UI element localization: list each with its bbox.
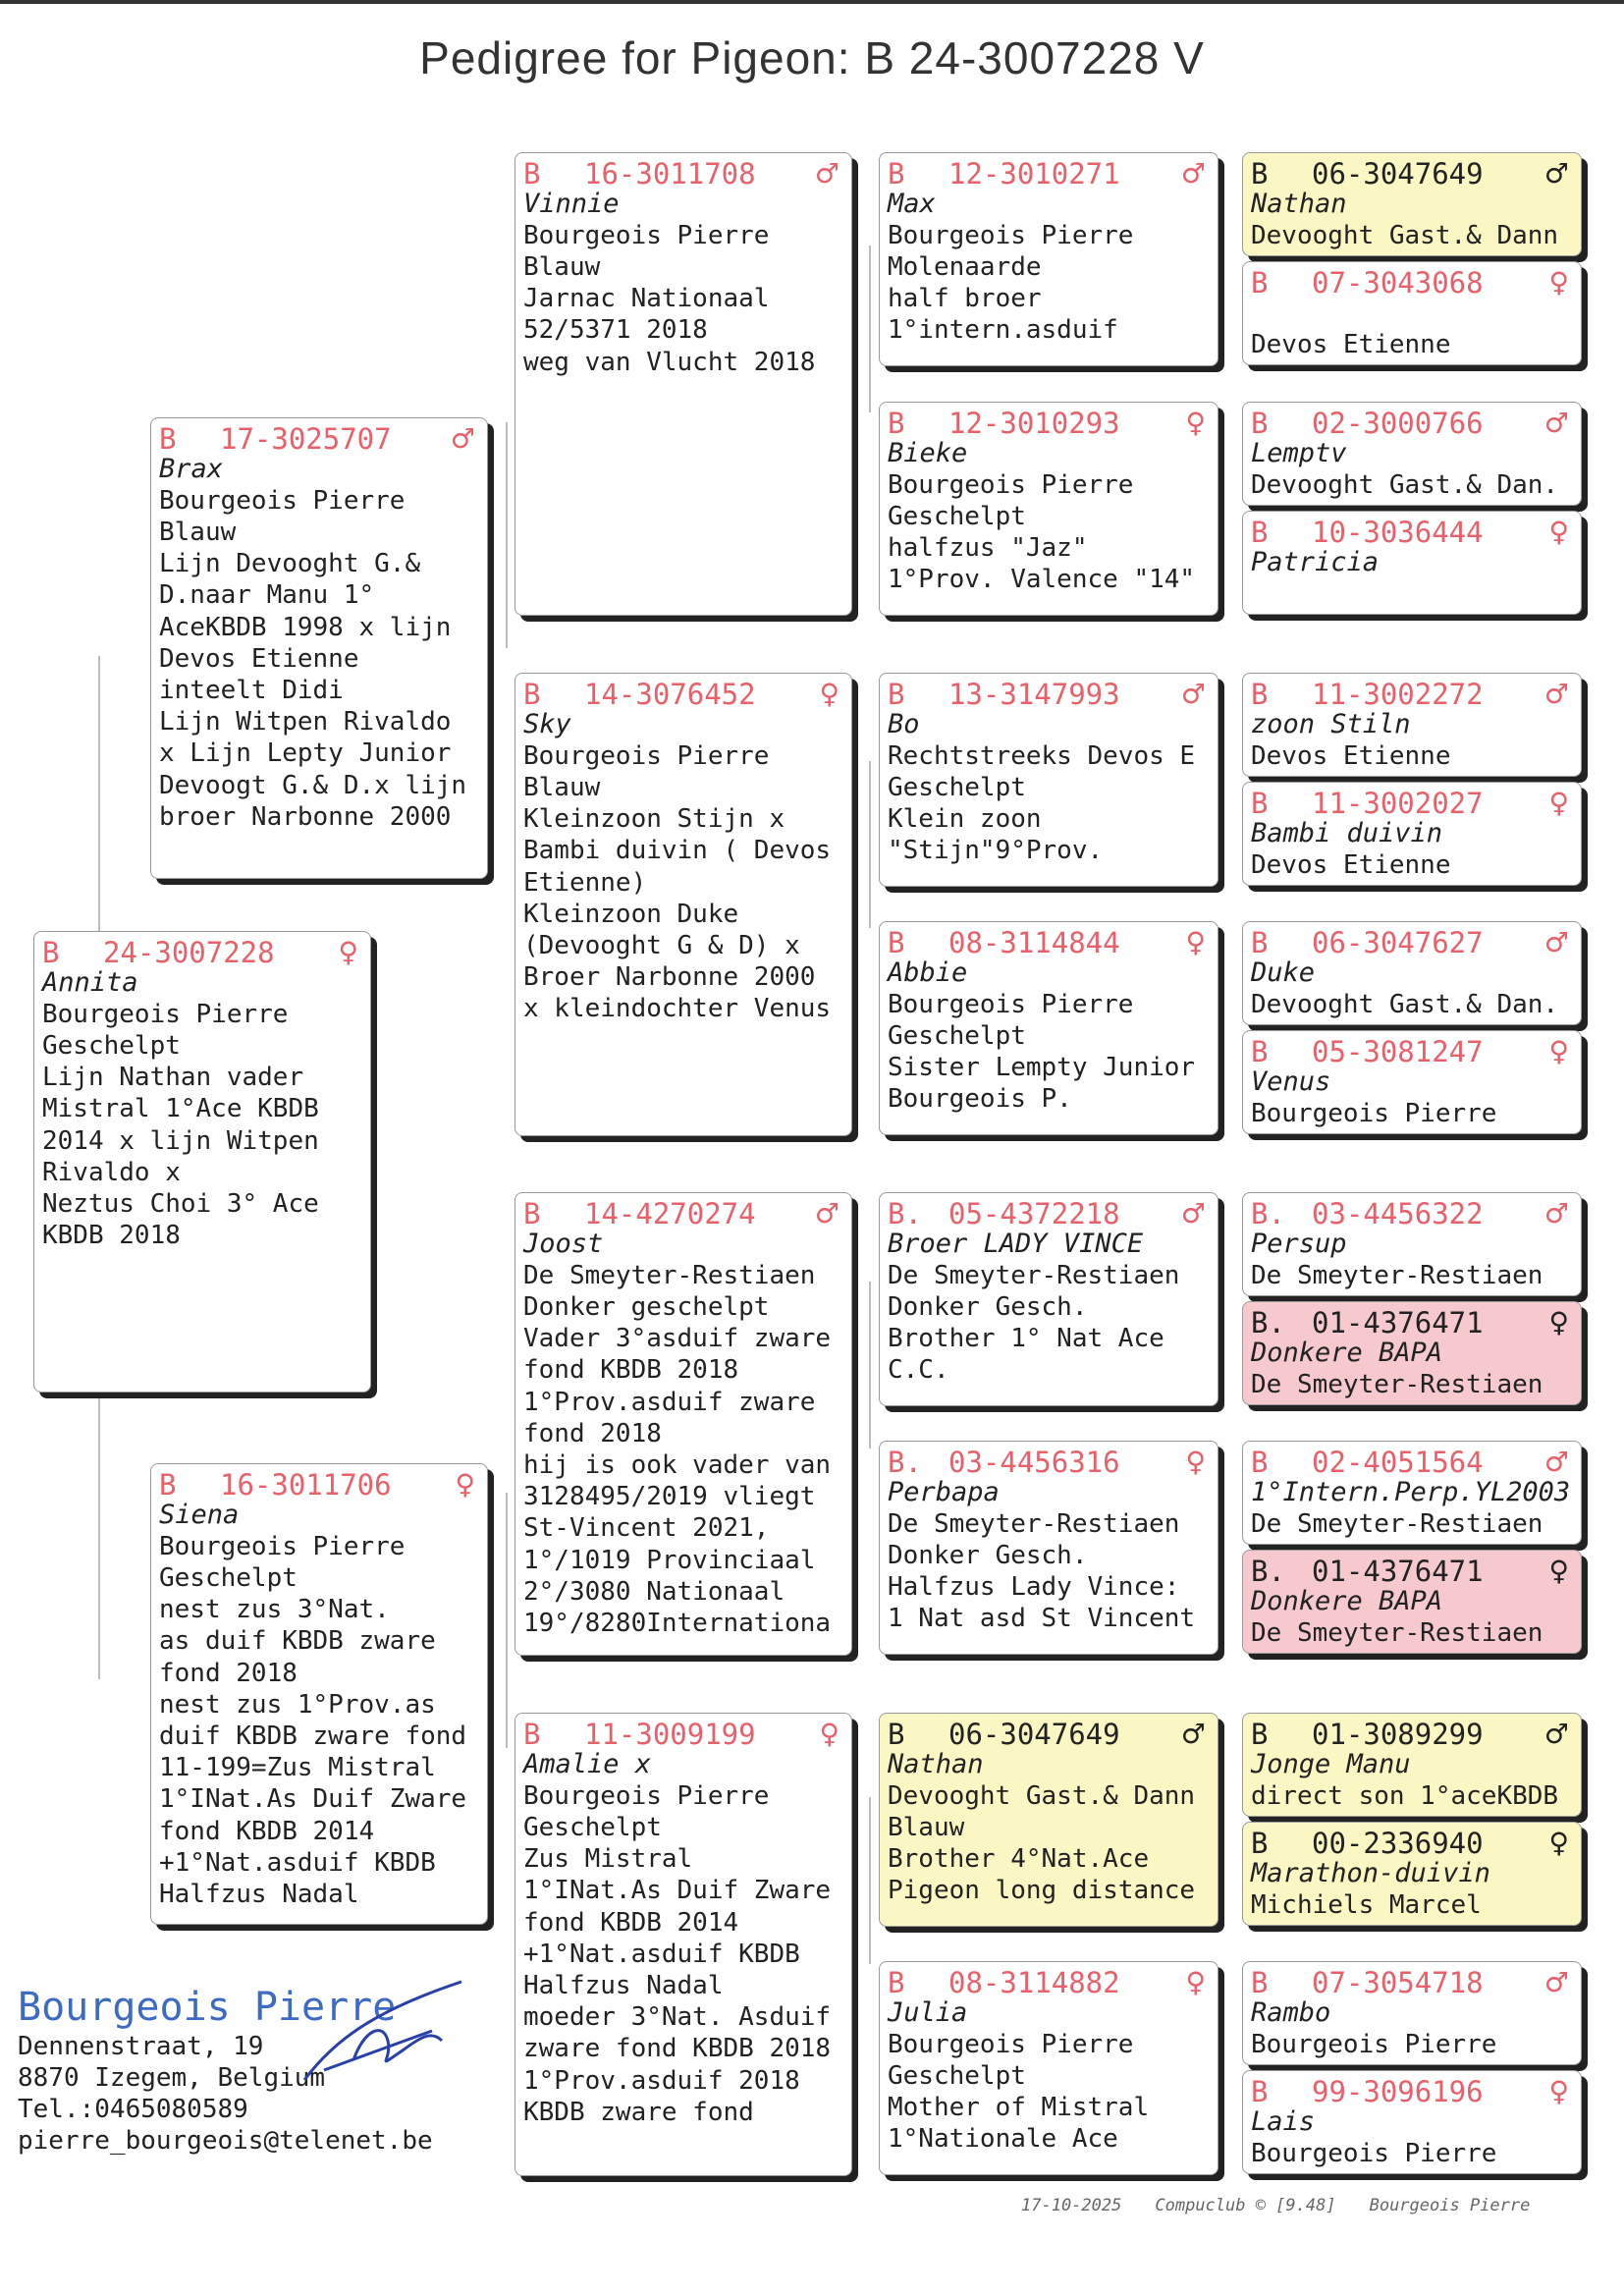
pigeon-card-g9[interactable]	[1242, 1192, 1582, 1296]
pigeon-card-g11[interactable]	[1242, 1441, 1582, 1545]
female-symbol-icon: ♀	[1185, 926, 1206, 958]
male-symbol-icon: ♂	[1543, 1446, 1569, 1478]
pigeon-name: Perbapa	[888, 1477, 1000, 1507]
country-code: B	[888, 926, 905, 959]
ring-number: 17-3025707	[220, 422, 392, 456]
ring-number: 01-4376471	[1312, 1555, 1484, 1588]
info-line: zware fond KBDB 2018	[523, 2034, 832, 2064]
ring-number: 16-3011708	[584, 157, 756, 191]
info-line: Blauw	[159, 518, 237, 547]
pigeon-card-g10[interactable]	[1242, 1301, 1582, 1405]
breeder: Bourgeois Pierre	[888, 470, 1134, 500]
country-code: B	[42, 936, 60, 969]
female-symbol-icon: ♀	[455, 1468, 475, 1501]
pigeon-card-g4[interactable]	[1242, 511, 1582, 615]
info-line: half broer	[888, 284, 1042, 314]
info-line: 1 Nat asd St Vincent	[888, 1604, 1196, 1634]
info-line: Brother 4°Nat.Ace	[888, 1844, 1150, 1875]
female-symbol-icon: ♀	[1548, 1555, 1569, 1587]
pigeon-name	[1251, 298, 1573, 329]
breeder: Bourgeois Pierre	[1251, 1099, 1497, 1128]
info-line: "Stijn"9°Prov.	[888, 836, 1104, 866]
pigeon-name: Sky	[523, 709, 571, 739]
footer-owner: Bourgeois Pierre	[1369, 2196, 1531, 2215]
country-code: B	[1251, 1718, 1269, 1751]
country-code: B.	[1251, 1555, 1285, 1588]
breeder: Devooght Gast.& Dann	[888, 1781, 1196, 1811]
country-code: B	[888, 1966, 905, 1999]
info-line: D.naar Manu 1°	[159, 580, 375, 611]
pigeon-name: Nathan	[888, 1749, 984, 1779]
pigeon-card-g5[interactable]	[1242, 673, 1582, 777]
info-line: Blauw	[888, 1813, 965, 1842]
info-line: 1°/1019 Provinciaal	[523, 1545, 816, 1575]
pigeon-name: Donkere BAPA	[1251, 1338, 1443, 1368]
breeder: Bourgeois Pierre	[523, 741, 770, 771]
male-symbol-icon: ♂	[814, 157, 839, 190]
breeder: Rechtstreeks Devos E	[888, 741, 1196, 771]
breeder: Devos Etienne	[1251, 850, 1451, 880]
info-line: Geschelpt	[159, 1563, 298, 1593]
info-line: Donker Gesch.	[888, 1292, 1088, 1322]
pigeon-card-fmm[interactable]	[879, 921, 1218, 1135]
breeder: Bourgeois Pierre	[523, 221, 770, 250]
info-line: hij is ook vader van	[523, 1450, 832, 1481]
male-symbol-icon: ♂	[1180, 678, 1206, 710]
country-code: B	[159, 1468, 177, 1502]
info-line: nest zus 1°Prov.as	[159, 1689, 436, 1720]
info-line: Geschelpt	[523, 1813, 662, 1842]
country-code: B	[1251, 1966, 1269, 1999]
breeder: Bourgeois Pierre	[1251, 2139, 1497, 2168]
breeder: Bourgeois Pierre	[159, 486, 406, 516]
breeder: direct son 1°aceKBDB	[1251, 1781, 1559, 1811]
info-line: Broer Narbonne 2000	[523, 962, 816, 993]
male-symbol-icon: ♂	[1543, 157, 1569, 190]
country-code: B	[888, 157, 905, 191]
female-symbol-icon: ♀	[1548, 787, 1569, 819]
ring-number: 06-3047649	[948, 1718, 1120, 1751]
info-line: Bourgeois P.	[888, 1084, 1072, 1115]
breeder: De Smeyter-Restiaen	[888, 1509, 1180, 1539]
info-line: Blauw	[523, 773, 601, 802]
ring-number: 24-3007228	[103, 936, 275, 969]
info-line: Donker geschelpt	[523, 1292, 770, 1322]
pigeon-name: Brax	[159, 454, 224, 484]
pigeon-name: Joost	[523, 1229, 604, 1259]
pigeon-card-g8[interactable]	[1242, 1030, 1582, 1134]
pigeon-name: Siena	[159, 1500, 240, 1530]
country-code: B	[1251, 678, 1269, 711]
info-line: 52/5371 2018	[523, 315, 708, 346]
pigeon-card-mf[interactable]	[514, 1192, 852, 1656]
pigeon-card-mm[interactable]	[514, 1713, 852, 2176]
pigeon-name: 1°Intern.Perp.YL2003	[1251, 1477, 1571, 1507]
info-line: broer Narbonne 2000	[159, 801, 452, 832]
ring-number: 11-3002272	[1312, 678, 1484, 711]
country-code: B.	[888, 1197, 922, 1230]
owner-phone: Tel.:0465080589	[18, 2095, 248, 2124]
connector-line	[869, 761, 871, 928]
ring-number: 10-3036444	[1312, 516, 1484, 549]
male-symbol-icon: ♂	[1543, 1197, 1569, 1229]
pigeon-card-g16[interactable]	[1242, 2070, 1582, 2174]
female-symbol-icon: ♀	[1548, 1306, 1569, 1339]
ring-number: 12-3010271	[948, 157, 1120, 191]
ring-number: 08-3114844	[948, 926, 1120, 959]
info-line: weg van Vlucht 2018	[523, 347, 816, 377]
pigeon-name: Annita	[42, 967, 138, 998]
info-line: 1°intern.asduif	[888, 315, 1118, 346]
female-symbol-icon: ♀	[338, 936, 358, 968]
info-line: Kleinzoon Duke	[523, 899, 739, 929]
info-line: x kleindochter Venus	[523, 994, 832, 1024]
country-code: B	[1251, 407, 1269, 440]
country-code: B	[888, 407, 905, 440]
connector-line	[869, 246, 871, 412]
info-line: Zus Mistral	[523, 1844, 693, 1875]
country-code: B	[1251, 157, 1269, 191]
info-line: as duif KBDB zware	[159, 1626, 436, 1657]
pigeon-name: Broer LADY VINCE	[888, 1229, 1144, 1259]
pigeon-name: Lais	[1251, 2106, 1316, 2137]
female-symbol-icon: ♀	[1548, 1827, 1569, 1859]
pigeon-card-g6[interactable]	[1242, 782, 1582, 886]
info-line: Bambi duivin ( Devos	[523, 836, 832, 866]
pigeon-card-father[interactable]	[150, 417, 488, 879]
pigeon-name: Max	[888, 189, 936, 219]
pigeon-name: Bo	[888, 709, 920, 739]
female-symbol-icon: ♀	[1548, 516, 1569, 548]
owner-name: Bourgeois Pierre	[18, 1985, 397, 2030]
pigeon-card-fff[interactable]	[879, 152, 1218, 366]
info-line: nest zus 3°Nat.	[159, 1595, 390, 1625]
male-symbol-icon: ♂	[1180, 1718, 1206, 1750]
pigeon-card-subject[interactable]	[33, 931, 371, 1393]
connector-line	[506, 1493, 508, 1748]
info-line: fond KBDB 2014	[523, 1907, 739, 1938]
breeder: Bourgeois Pierre	[888, 2030, 1134, 2059]
ring-number: 14-3076452	[584, 678, 756, 711]
info-line: 2014 x lijn Witpen	[42, 1125, 319, 1156]
country-code: B	[888, 1718, 905, 1751]
top-border-line	[0, 0, 1624, 4]
breeder: Bourgeois Pierre	[888, 990, 1134, 1019]
info-line: fond 2018	[523, 1418, 662, 1448]
info-line: Rivaldo x	[42, 1157, 181, 1187]
info-line: Pigeon long distance	[888, 1876, 1196, 1906]
info-line: 1°Prov.asduif zware	[523, 1387, 816, 1417]
info-line: KBDB 2018	[42, 1221, 181, 1251]
pigeon-name: Vinnie	[523, 189, 620, 219]
ring-number: 03-4456322	[1312, 1197, 1484, 1230]
ring-number: 99-3096196	[1312, 2075, 1484, 2108]
owner-city: 8870 Izegem, Belgium	[18, 2063, 326, 2093]
ring-number: 14-4270274	[584, 1197, 756, 1230]
ring-number: 01-4376471	[1312, 1306, 1484, 1339]
info-line: Brother 1° Nat Ace	[888, 1324, 1164, 1354]
male-symbol-icon: ♂	[1543, 926, 1569, 958]
female-symbol-icon: ♀	[819, 678, 839, 710]
ring-number: 02-4051564	[1312, 1446, 1484, 1479]
info-line: St-Vincent 2021,	[523, 1513, 770, 1544]
info-line: 1°INat.As Duif Zware	[159, 1784, 467, 1815]
info-line: Geschelpt	[888, 1021, 1026, 1051]
pigeon-name: Julia	[888, 1997, 968, 2028]
country-code: B	[1251, 787, 1269, 820]
signature	[295, 1972, 491, 2100]
info-line: fond KBDB 2018	[523, 1355, 739, 1386]
female-symbol-icon: ♀	[1185, 1966, 1206, 1998]
female-symbol-icon: ♀	[1185, 407, 1206, 439]
pigeon-name: Lemptv	[1251, 438, 1347, 468]
info-line: Geschelpt	[42, 1031, 181, 1061]
info-line: Blauw	[523, 252, 601, 282]
info-line: Sister Lempty Junior	[888, 1053, 1196, 1083]
country-code: B.	[1251, 1197, 1285, 1230]
country-code: B.	[1251, 1306, 1285, 1339]
pigeon-card-g3[interactable]	[1242, 402, 1582, 506]
info-line: 11-199=Zus Mistral	[159, 1753, 436, 1783]
country-code: B	[1251, 516, 1269, 549]
info-line: Etienne)	[523, 867, 647, 898]
pigeon-name: Marathon-duivin	[1251, 1858, 1490, 1888]
ring-number: 16-3011706	[220, 1468, 392, 1502]
country-code: B	[1251, 266, 1269, 300]
page-title: Pedigree for Pigeon: B 24-3007228 V	[419, 32, 1205, 83]
breeder: Devooght Gast.& Dan.	[1251, 470, 1559, 500]
breeder: Devos Etienne	[1251, 741, 1451, 771]
ring-number: 03-4456316	[948, 1446, 1120, 1479]
info-line: Devos Etienne	[159, 643, 359, 674]
owner-address: Dennenstraat, 19	[18, 2032, 264, 2061]
pigeon-name: Amalie x	[523, 1749, 652, 1779]
male-symbol-icon: ♂	[1180, 1197, 1206, 1229]
info-line: 3128495/2019 vliegt	[523, 1482, 816, 1512]
ring-number: 01-3089299	[1312, 1718, 1484, 1751]
ring-number: 07-3054718	[1312, 1966, 1484, 1999]
info-line: fond KBDB 2014	[159, 1816, 375, 1846]
pigeon-card-g14[interactable]	[1242, 1822, 1582, 1926]
country-code: B	[1251, 2075, 1269, 2108]
footer-software: Compuclub © [9.48]	[1155, 2196, 1336, 2215]
ring-number: 11-3009199	[584, 1718, 756, 1751]
female-symbol-icon: ♀	[1548, 266, 1569, 299]
info-line: Lijn Witpen Rivaldo	[159, 707, 452, 738]
male-symbol-icon: ♂	[1180, 157, 1206, 190]
breeder: Bourgeois Pierre	[523, 1781, 770, 1811]
breeder: De Smeyter-Restiaen	[1251, 1261, 1543, 1290]
male-symbol-icon: ♂	[814, 1197, 839, 1229]
pigeon-name: Patricia	[1251, 547, 1380, 577]
country-code: B	[523, 1718, 541, 1751]
breeder: Devooght Gast.& Dann	[1251, 221, 1559, 250]
info-line: inteelt Didi	[159, 676, 344, 706]
ring-number: 08-3114882	[948, 1966, 1120, 1999]
female-symbol-icon: ♀	[1548, 2075, 1569, 2107]
breeder: Bourgeois Pierre	[1251, 2030, 1497, 2059]
pigeon-card-fm[interactable]	[514, 673, 852, 1136]
breeder: Bourgeois Pierre	[159, 1532, 406, 1561]
female-symbol-icon: ♀	[819, 1718, 839, 1750]
breeder: Michiels Marcel	[1251, 1890, 1482, 1920]
pigeon-card-mother[interactable]	[150, 1463, 488, 1925]
info-line: fond 2018	[159, 1658, 298, 1688]
country-code: B	[523, 1197, 541, 1230]
info-line: Halfzus Lady Vince:	[888, 1572, 1180, 1603]
female-symbol-icon: ♀	[1548, 1035, 1569, 1067]
male-symbol-icon: ♂	[1543, 678, 1569, 710]
male-symbol-icon: ♂	[1543, 407, 1569, 439]
pigeon-card-mmm[interactable]	[879, 1961, 1218, 2175]
pigeon-card-g15[interactable]	[1242, 1961, 1582, 2065]
pigeon-card-g7[interactable]	[1242, 921, 1582, 1025]
pigeon-name: Duke	[1251, 957, 1316, 988]
pigeon-name: Jonge Manu	[1251, 1749, 1411, 1779]
pigeon-name: Abbie	[888, 957, 968, 988]
info-line: moeder 3°Nat. Asduif	[523, 2002, 832, 2033]
pigeon-card-g13[interactable]	[1242, 1713, 1582, 1817]
breeder: De Smeyter-Restiaen	[523, 1261, 816, 1290]
info-line: x Lijn Lepty Junior	[159, 738, 452, 769]
breeder: De Smeyter-Restiaen	[1251, 1370, 1543, 1399]
info-line: Klein zoon	[888, 804, 1042, 835]
info-line: C.C.	[888, 1355, 949, 1386]
info-line: Jarnac Nationaal	[523, 284, 770, 314]
ring-number: 02-3000766	[1312, 407, 1484, 440]
ring-number: 12-3010293	[948, 407, 1120, 440]
pigeon-card-g12[interactable]	[1242, 1550, 1582, 1654]
info-line: Geschelpt	[888, 773, 1026, 802]
country-code: B	[1251, 1827, 1269, 1860]
ring-number: 11-3002027	[1312, 787, 1484, 820]
info-line: +1°Nat.asduif KBDB	[159, 1847, 436, 1878]
info-line: Kleinzoon Stijn x	[523, 804, 785, 835]
info-line: 19°/8280Internationa	[523, 1609, 832, 1639]
pigeon-card-ffm[interactable]	[879, 402, 1218, 616]
info-line: KBDB zware fond	[523, 2097, 754, 2127]
country-code: B	[159, 422, 177, 456]
ring-number: 06-3047627	[1312, 926, 1484, 959]
footer-date: 17-10-2025	[1021, 2196, 1122, 2215]
ring-number: 06-3047649	[1312, 157, 1484, 191]
pigeon-name: Bambi duivin	[1251, 818, 1443, 848]
info-line: Neztus Choi 3° Ace	[42, 1189, 319, 1220]
ring-number: 13-3147993	[948, 678, 1120, 711]
country-code: B	[523, 157, 541, 191]
info-line: duif KBDB zware fond	[159, 1721, 467, 1752]
pigeon-card-mfm[interactable]	[879, 1441, 1218, 1655]
male-symbol-icon: ♂	[450, 422, 475, 455]
connector-line	[506, 422, 508, 648]
breeder: Devos Etienne	[1251, 330, 1451, 359]
ring-number: 05-4372218	[948, 1197, 1120, 1230]
pigeon-name: Persup	[1251, 1229, 1347, 1259]
connector-line	[869, 1282, 871, 1448]
country-code: B.	[888, 1446, 922, 1479]
pigeon-name: Rambo	[1251, 1997, 1331, 2028]
breeder: De Smeyter-Restiaen	[1251, 1509, 1543, 1539]
info-line: Donker Gesch.	[888, 1541, 1088, 1570]
info-line: 1°Prov.asduif 2018	[523, 2065, 800, 2096]
country-code: B	[1251, 926, 1269, 959]
connector-line	[98, 1375, 100, 1679]
breeder: De Smeyter-Restiaen	[1251, 1618, 1543, 1648]
info-line: Lijn Devooght G.&	[159, 549, 421, 579]
country-code: B	[888, 678, 905, 711]
pigeon-name: Nathan	[1251, 189, 1347, 219]
info-line: Halfzus Nadal	[159, 1880, 359, 1910]
info-line: Halfzus Nadal	[523, 1971, 724, 2001]
pigeon-name: Bieke	[888, 438, 968, 468]
info-line: 1°INat.As Duif Zware	[523, 1876, 832, 1906]
country-code: B	[523, 678, 541, 711]
country-code: B	[1251, 1446, 1269, 1479]
info-line: (Devooght G & D) x	[523, 931, 800, 961]
info-line: halfzus "Jaz"	[888, 533, 1088, 564]
breeder: De Smeyter-Restiaen	[888, 1261, 1180, 1290]
info-line: Molenaarde	[888, 252, 1042, 282]
ring-number: 00-2336940	[1312, 1827, 1484, 1860]
info-line: Geschelpt	[888, 502, 1026, 531]
info-line: AceKBDB 1998 x lijn	[159, 612, 452, 642]
info-line: Geschelpt	[888, 2061, 1026, 2091]
pigeon-card-g1[interactable]	[1242, 152, 1582, 256]
info-line: Mistral 1°Ace KBDB	[42, 1094, 319, 1124]
footer	[1021, 2196, 1563, 2215]
info-line: Mother of Mistral	[888, 2093, 1150, 2123]
info-line: Vader 3°asduif zware	[523, 1324, 832, 1354]
owner-email: pierre_bourgeois@telenet.be	[18, 2126, 433, 2156]
pigeon-card-mmf[interactable]	[879, 1713, 1218, 1927]
breeder: Devooght Gast.& Dan.	[1251, 990, 1559, 1019]
pigeon-card-fmf[interactable]	[879, 673, 1218, 887]
info-line: 1°Nationale Ace	[888, 2124, 1118, 2155]
connector-line	[869, 1797, 871, 1964]
male-symbol-icon: ♂	[1543, 1966, 1569, 1998]
male-symbol-icon: ♂	[1543, 1718, 1569, 1750]
ring-number: 05-3081247	[1312, 1035, 1484, 1068]
ring-number: 07-3043068	[1312, 266, 1484, 300]
pigeon-name: Donkere BAPA	[1251, 1586, 1443, 1616]
connector-line	[98, 656, 100, 931]
country-code: B	[1251, 1035, 1269, 1068]
pigeon-card-mff[interactable]	[879, 1192, 1218, 1406]
info-line: 1°Prov. Valence "14"	[888, 565, 1196, 595]
pigeon-card-g2[interactable]	[1242, 261, 1582, 365]
info-line: 2°/3080 Nationaal	[523, 1576, 785, 1607]
pigeon-card-ff[interactable]	[514, 152, 852, 616]
info-line: Devoogt G.& D.x lijn	[159, 770, 467, 800]
pigeon-name: Venus	[1251, 1066, 1331, 1097]
info-line: Lijn Nathan vader	[42, 1063, 304, 1093]
female-symbol-icon: ♀	[1185, 1446, 1206, 1478]
breeder: Bourgeois Pierre	[42, 1000, 289, 1029]
pigeon-name: zoon Stiln	[1251, 709, 1411, 739]
breeder: Bourgeois Pierre	[888, 221, 1134, 250]
info-line: +1°Nat.asduif KBDB	[523, 1939, 800, 1969]
